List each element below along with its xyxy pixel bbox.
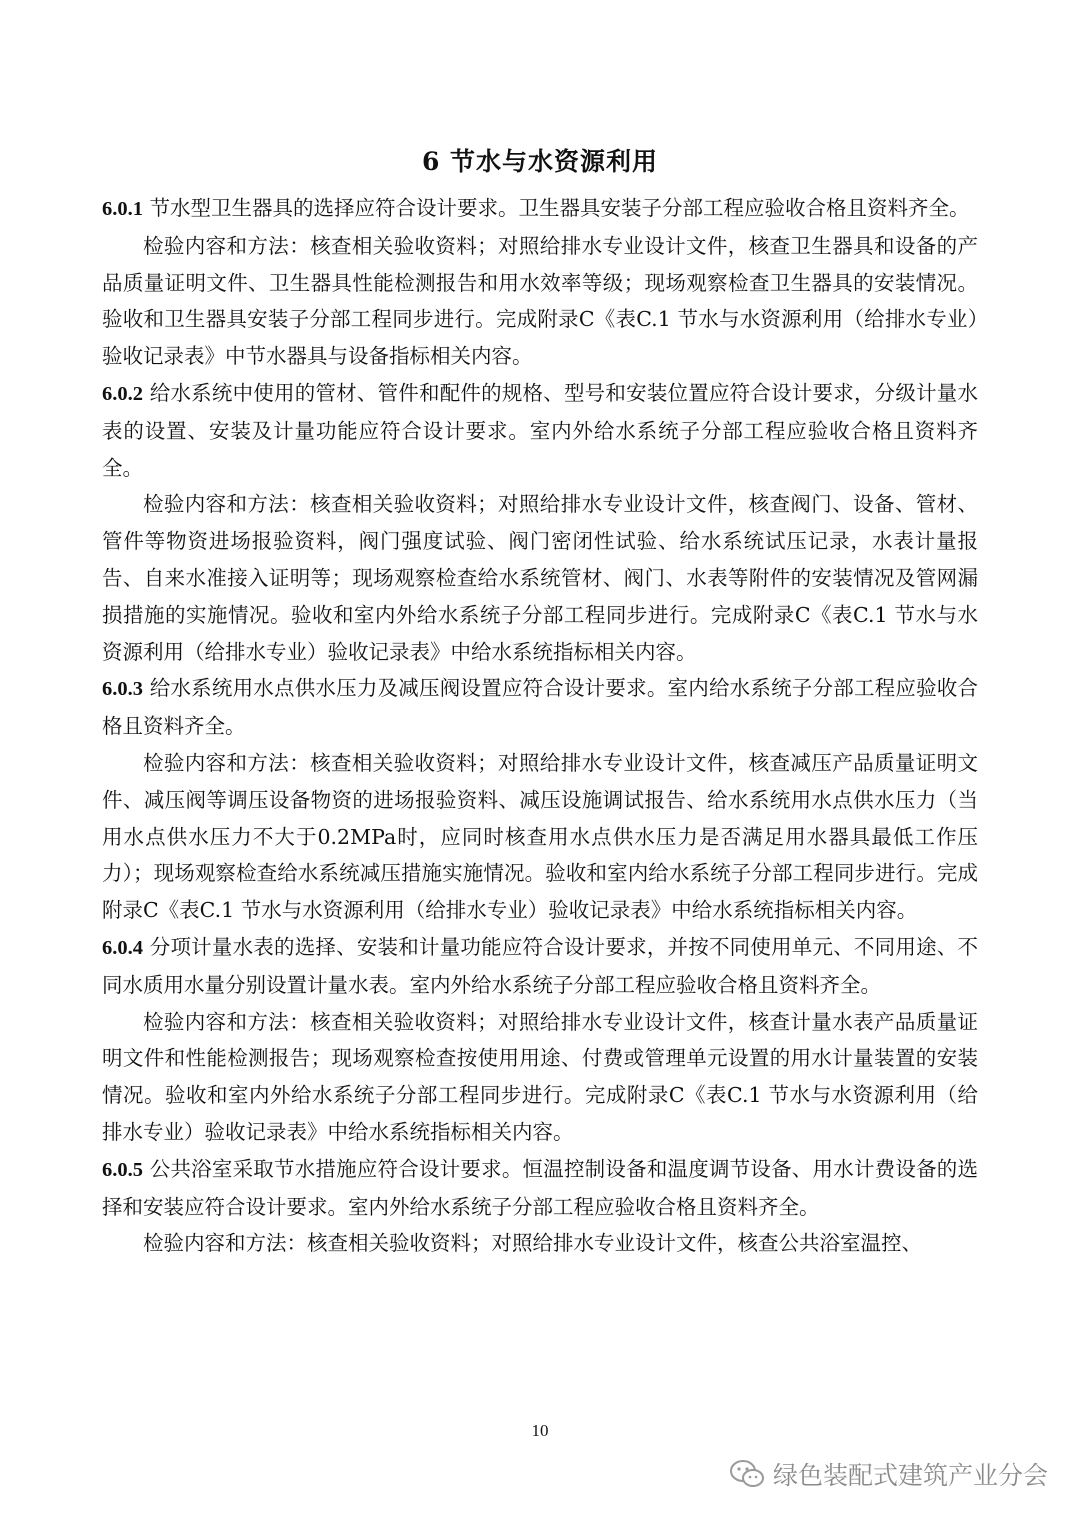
clause-number: 6.0.4 (102, 936, 143, 959)
clause-6-0-3-method: 检验内容和方法：核查相关验收资料；对照给排水专业设计文件，核查减压产品质量证明文件、减压阀等调压设备物资的进场报验资料、减压设施调试报告、给水系统用水点供水压力（当用水点供水压力不大于0.2MPa时，应同时核查用水点供水压力是否满足用水器具最低工作压力）；现场观察检查给水系统减压措施实施情况。验收和室内给水系统子分部工程同步进行。完成附录C《表C.1 节水与水资源利用（给排水专业）验收记录表》中给水系统指标相关内容。 (102, 750, 978, 923)
clause-number: 6.0.1 (102, 198, 143, 220)
clause-text: 给水系统用水点供水压力及减压阀设置应符合设计要求。室内给水系统子分部工程应验收合格且资料齐全。 (102, 676, 978, 739)
section-title: 6 节水与水资源利用 (421, 147, 659, 176)
clause-text: 分项计量水表的选择、安装和计量功能应符合设计要求，并按不同使用单元、不同用途、不同水质用水量分别设置计量水表。室内外给水系统子分部工程应验收合格且资料齐全。 (102, 934, 978, 997)
clause-number: 6.0.3 (102, 678, 143, 701)
page-number: 10 (531, 1421, 549, 1440)
clause-6-0-3 (102, 670, 978, 745)
clause-text: 公共浴室采取节水措施应符合设计要求。恒温控制设备和温度调节设备、用水计费设备的选择和安装应符合设计要求。室内外给水系统子分部工程应验收合格且资料齐全。 (102, 1156, 978, 1219)
clause-6-0-2 (102, 375, 978, 486)
clause-6-0-5-method: 检验内容和方法：核查相关验收资料；对照给排水专业设计文件，核查公共浴室温控、 (143, 1231, 922, 1256)
clause-number: 6.0.2 (102, 382, 143, 405)
wechat-icon (729, 1459, 765, 1489)
clause-6-0-5 (102, 1151, 978, 1226)
clause-text: 给水系统中使用的管材、管件和配件的规格、型号和安装位置应符合设计要求，分级计量水表的设置、安装及计量功能应符合设计要求。室内外给水系统子分部工程应验收合格且资料齐全。 (102, 380, 978, 480)
section-body (102, 190, 978, 1262)
clause-number: 6.0.5 (102, 1158, 143, 1181)
watermark-text: 绿色装配式建筑产业分会 (772, 1461, 1048, 1490)
watermark (729, 1456, 1048, 1492)
clause-6-0-2-method: 检验内容和方法：核查相关验收资料；对照给排水专业设计文件，核查阀门、设备、管材、管件等物资进场报验资料，阀门强度试验、阀门密闭性试验、给水系统试压记录，水表计量报告、自来水准接入证明等；现场观察检查给水系统管材、阀门、水表等附件的安装情况及管网漏损措施的实施情况。验收和室内外给水系统子分部工程同步进行。完成附录C《表C.1 节水与水资源利用（给排水专业）验收记录表》中给水系统指标相关内容。 (102, 492, 978, 664)
clause-6-0-4-method: 检验内容和方法：核查相关验收资料；对照给排水专业设计文件，核查计量水表产品质量证明文件和性能检测报告；现场观察检查按使用用途、付费或管理单元设置的用水计量装置的安装情况。验收和室内外给水系统子分部工程同步进行。完成附录C《表C.1 节水与水资源利用（给排水专业）验收记录表》中给水系统指标相关内容。 (102, 1009, 978, 1144)
clause-6-0-4 (102, 929, 978, 1004)
clause-6-0-1-method: 检验内容和方法：核查相关验收资料；对照给排水专业设计文件，核查卫生器具和设备的产品质量证明文件、卫生器具性能检测报告和用水效率等级；现场观察检查卫生器具的安装情况。验收和卫生器具安装子分部工程同步进行。完成附录C《表C.1 节水与水资源利用（给排水专业）验收记录表》中节水器具与设备指标相关内容。 (102, 233, 978, 369)
clause-6-0-1 (102, 190, 978, 228)
clause-text: 节水型卫生器具的选择应符合设计要求。卫生器具安装子分部工程应验收合格且资料齐全。 (143, 196, 970, 220)
